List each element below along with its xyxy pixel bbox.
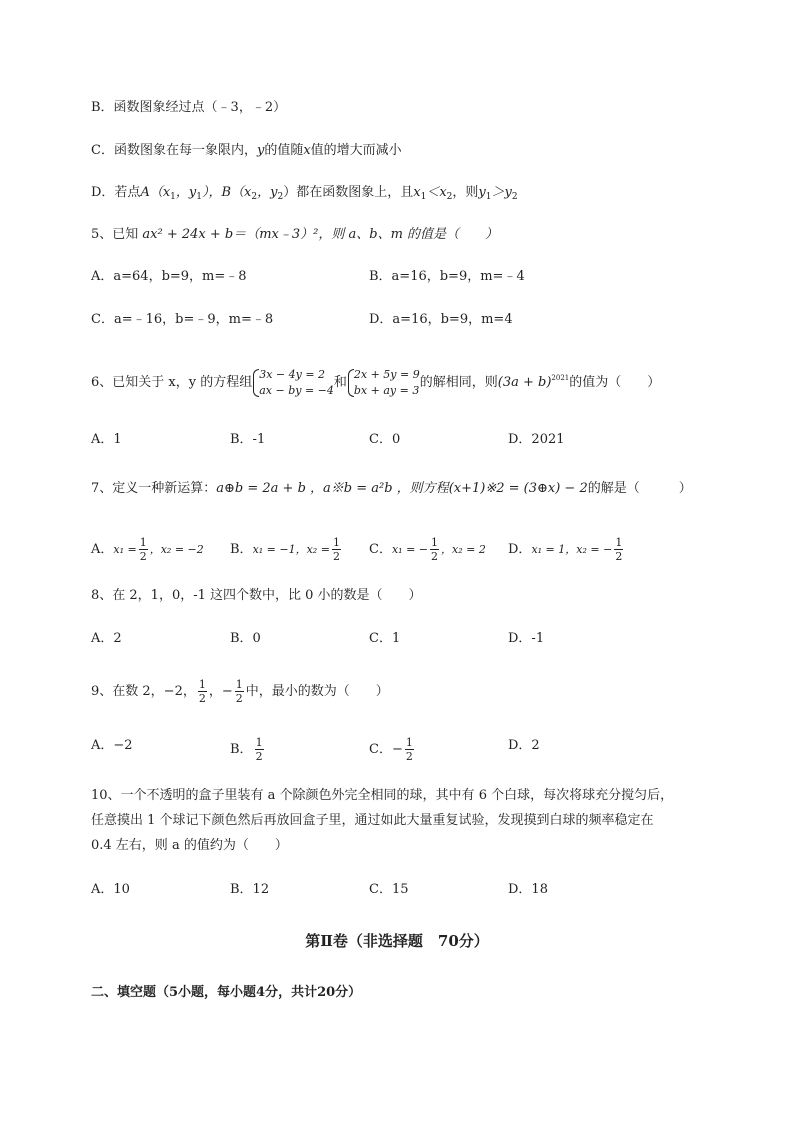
q7-option-c [369,536,486,563]
q4-option-d [91,183,518,207]
q5-stem [91,225,498,245]
fraction-denominator: 2 [255,750,263,763]
fraction-denominator: 2 [198,692,206,705]
q7-stem-text: 7、定义一种新运算： [91,481,217,496]
q9-end: 中，最小的数为（ ） [245,684,389,699]
q10-option-a: A．10 [91,882,130,897]
q10-line-1: 10、一个不透明的盒子里装有 a 个除颜色外完全相同的球，其中有 6 个白球，每次将球充分搅匀后， [91,788,674,803]
q4d-result: y [478,185,486,200]
q4c-var-x: x [303,143,311,158]
q4d-sub: 2 [277,192,284,202]
q7c-label: C． [369,542,392,557]
q7a-x1: x₁ = [113,543,137,556]
q7d-x1: x₁ = 1，x₂ = − [531,543,613,556]
q9-fraction-1 [198,678,207,705]
q4d-sub: 2 [446,192,453,202]
q9-mid: ，− [208,684,233,699]
part-two-heading: 第Ⅱ卷（非选择题 70分） [305,932,489,950]
q4d-point-a-y: ，y [175,185,197,200]
fraction-numerator: 1 [255,736,263,749]
q6-and: 和 [333,375,347,390]
q8-option-d: D．-1 [508,631,545,646]
q7a-label: A． [91,542,114,557]
q6-stem [91,358,660,403]
q7b-label: B． [230,542,253,557]
q6-system-2 [347,367,420,399]
fraction-numerator: 1 [431,536,438,549]
q5-option-d: D．a=16，b=9，m=4 [369,312,513,327]
q4d-point-b-y: ，y [257,185,278,200]
q4d-point-b: ），B（x [202,185,252,200]
q9c-label: C．− [369,742,403,757]
fraction-numerator: 1 [139,536,147,549]
q4d-sub: 1 [170,192,176,202]
q6-sys2-eq1: 2x + 5y = 9 [353,367,420,381]
q4d-mid: ）都在函数图象上，且 [283,185,414,200]
fraction-denominator: 2 [139,550,147,563]
q4c-text-b: 的值随 [264,143,304,158]
q6-end: 的值为（ ） [569,375,661,390]
q9-option-a: A．−2 [91,738,133,753]
q6-option-c: C．0 [369,432,401,447]
q6-option-b: B．-1 [230,432,266,447]
q7a-x2: ，x₂ = −2 [149,543,204,556]
q10-line-2: 任意摸出 1 个球记下颜色然后再放回盒子里，通过如此大量重复试验，发现摸到白球的频率稳定在 [91,813,654,828]
q4d-sub: 1 [485,192,492,202]
fraction-numerator: 1 [405,736,413,749]
q6-sys2-eq2: bx + ay = 3 [353,383,420,397]
q6-tail: 的解相同，则 [419,375,498,390]
q9-option-c [369,736,416,763]
q4d-cond: x [413,185,421,200]
fraction-numerator: 1 [198,678,206,691]
q9-stem [91,678,389,705]
q10-option-c: C．15 [369,882,409,897]
q4-option-c [91,141,402,161]
q10-option-d: D．18 [508,882,548,897]
q7d-label: D． [508,542,532,557]
q5-option-b: B．a=16，b=9，m=﹣4 [369,269,525,284]
q7b-fraction [332,536,341,563]
q4d-sub: 1 [196,192,202,202]
q4c-text-a: C．函数图象在每一象限内， [91,143,257,158]
q9b-fraction [255,736,264,763]
fraction-denominator: 2 [332,550,340,563]
q4d-sub: 2 [251,192,258,202]
q7-stem [91,479,692,499]
q6-expression: (3a + b) [497,375,552,390]
q4d-sub: 2 [511,192,518,202]
q5-expression: ax² + 24x + b＝（mx﹣3）²，则 a、b、m 的值是（ ） [142,227,499,242]
q5-option-a: A．a=64，b=9，m=﹣8 [91,269,247,284]
q7c-fraction [430,536,439,563]
q7-option-b [230,536,343,563]
q6-option-d: D．2021 [508,432,565,447]
q7-definition: a⊕b = 2a + b ，a※b = a²b ，则方程 [216,481,449,496]
q8-option-c: C．1 [369,631,401,646]
q8-stem: 8、在 2，1，0，-1 这四个数中，比 0 小的数是（ ） [91,588,422,603]
q4d-point-a: A（x [140,185,171,200]
q9-option-d: D．2 [508,738,540,753]
q4d-gt: ＞y [491,185,512,200]
fill-in-section-title: 二、填空题（5小题，每小题4分，共计20分） [91,985,362,1000]
q7-equation: (x+1)※2 = (3⊕x) − 2 [448,481,588,496]
q9b-label: B． [230,742,253,757]
q6-option-a: A．1 [91,432,122,447]
q7-end: 的解是（ ） [587,481,692,496]
fraction-denominator: 2 [431,550,438,563]
q4d-prefix: D．若点 [91,185,141,200]
q8-option-a: A．2 [91,631,122,646]
q4d-then: ，则 [452,185,479,200]
q5-stem-text: 5、已知 [91,227,139,242]
fraction-denominator: 2 [615,550,623,563]
q7-option-d [508,536,625,563]
q7c-x1: x₁ = − [391,543,428,556]
q7a-fraction [139,536,148,563]
q4d-lt: ＜x [426,185,447,200]
fraction-numerator: 1 [235,678,243,691]
q9-fraction-2 [235,678,244,705]
q4-option-b: B．函数图象经过点（﹣3，﹣2） [91,100,287,115]
q8-option-b: B．0 [230,631,261,646]
q6-sys1-eq1: 3x − 4y = 2 [259,367,326,381]
q6-sys1-eq2: ax − by = −4 [259,383,334,397]
q9c-fraction [405,736,414,763]
q9-stem-text: 9、在数 2，−2， [91,684,196,699]
fraction-denominator: 2 [405,750,413,763]
q7-option-a [91,536,204,563]
q10-line-3: 0.4 左右，则 a 的值约为（ ） [91,838,288,853]
fraction-denominator: 2 [235,692,243,705]
q4c-var-y: y [256,143,265,158]
q4c-text-c: 值的增大而减小 [310,143,402,158]
q6-system-1 [252,367,334,399]
q6-exponent: 2021 [551,374,570,382]
q10-option-b: B．12 [230,882,270,897]
q5-option-c: C．a=﹣16，b=﹣9，m=﹣8 [91,312,274,327]
q6-stem-text: 6、已知关于 x，y 的方程组 [91,375,253,390]
q7c-x2: ，x₂ = 2 [441,543,486,556]
q4d-sub: 1 [420,192,427,202]
q7b-x1: x₁ = −1，x₂ = [252,543,330,556]
q7d-fraction [614,536,623,563]
q9-option-b [230,736,266,763]
fraction-numerator: 1 [332,536,340,549]
fraction-numerator: 1 [615,536,623,549]
